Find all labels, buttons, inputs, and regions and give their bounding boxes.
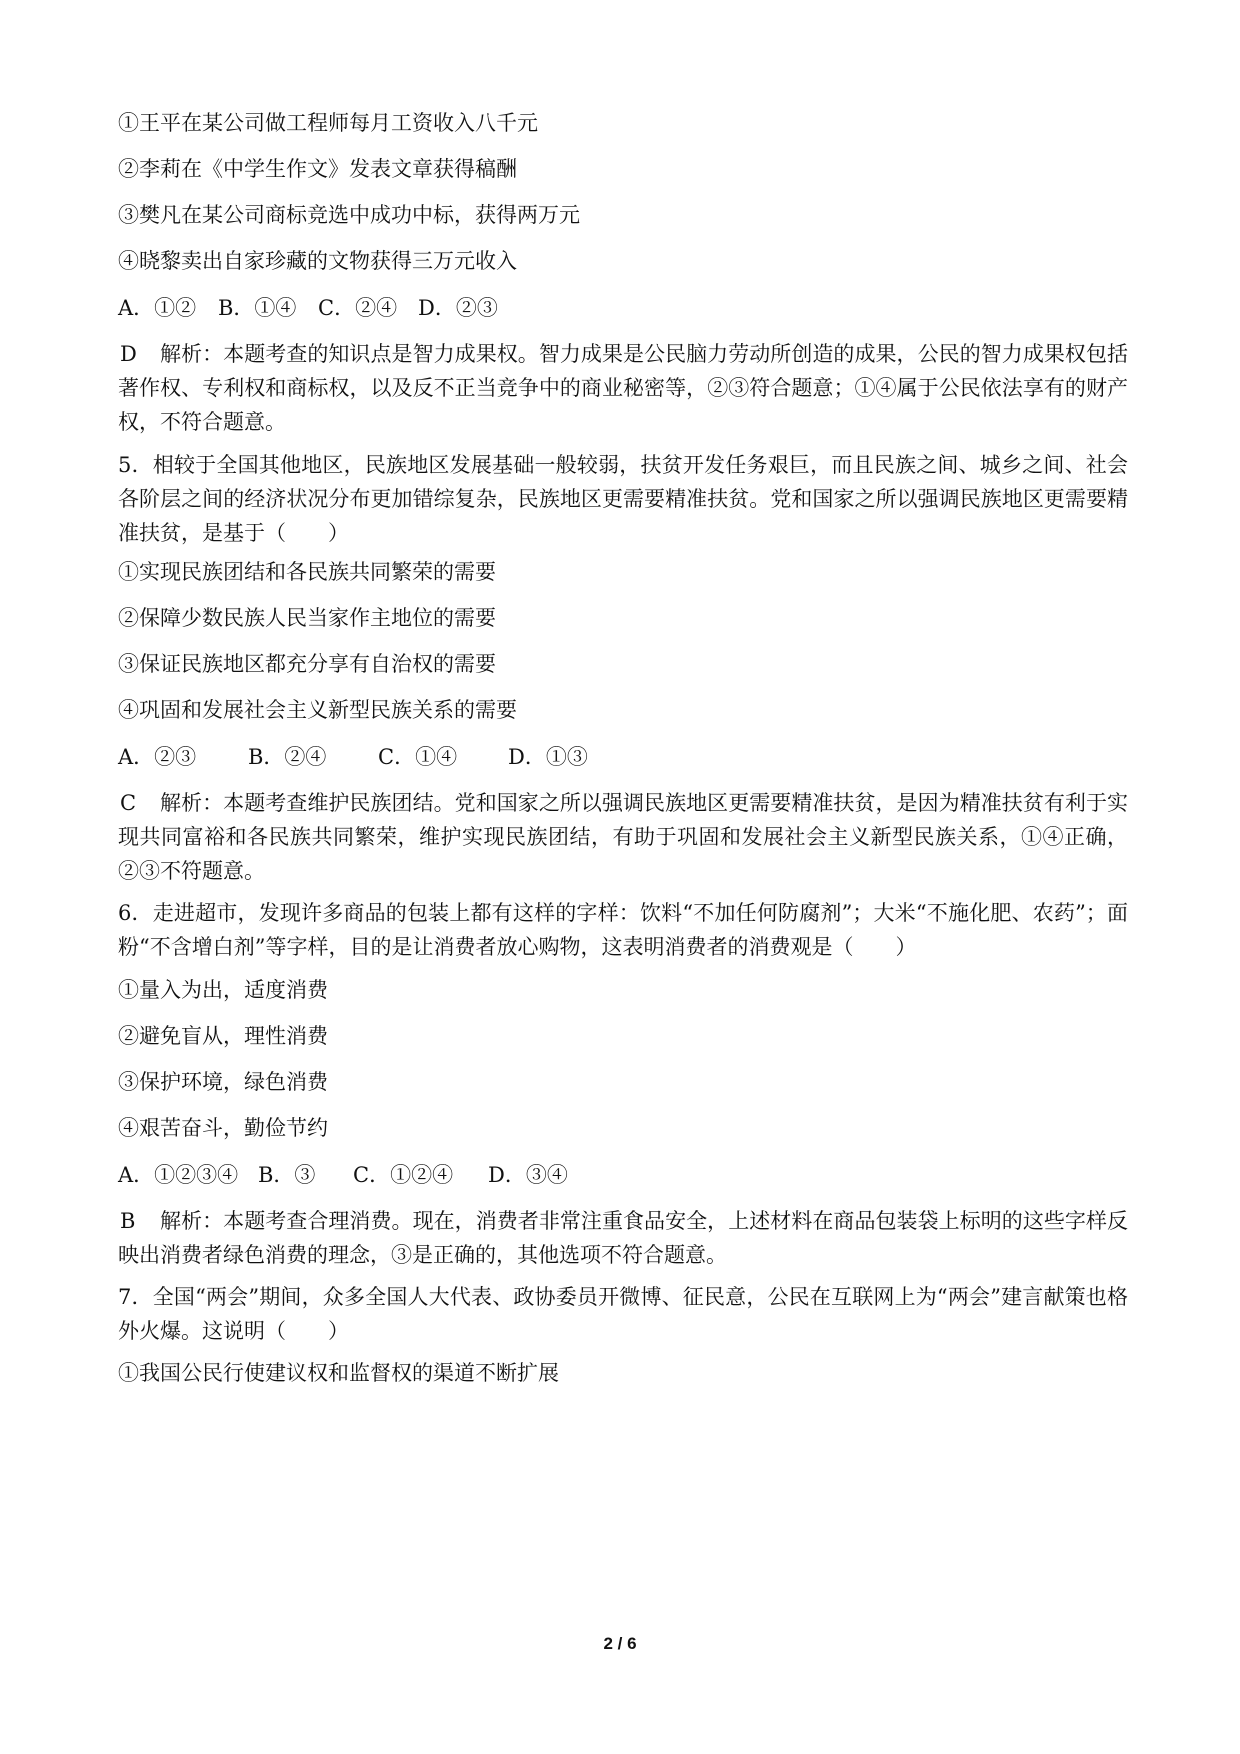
q4-option-1: ①王平在某公司做工程师每月工资收入八千元 — [118, 111, 538, 135]
q5-analysis-text: 解析：本题考查维护民族团结。党和国家之所以强调民族地区更需要精准扶贫，是因为精准扶贫有利于实现共同富裕和各民族共同繁荣，维护实现民族团结，有助于巩固和发展社会主义新型民族关系，①④正确，②③不符题意。 — [118, 791, 1128, 883]
q6-choice-d: D．③④ — [488, 1163, 568, 1187]
q4-analysis — [118, 337, 1128, 439]
q4-option-2: ②李莉在《中学生作文》发表文章获得稿酬 — [118, 157, 517, 181]
page-number: 2 / 6 — [603, 1634, 637, 1653]
q5-option-1: ①实现民族团结和各民族共同繁荣的需要 — [118, 560, 496, 584]
q4-choice-a: A．①② — [118, 296, 197, 320]
q4-option-4: ④晓黎卖出自家珍藏的文物获得三万元收入 — [118, 249, 517, 273]
q6-analysis-text: 解析：本题考查合理消费。现在，消费者非常注重食品安全，上述材料在商品包装袋上标明的这些字样反映出消费者绿色消费的理念，③是正确的，其他选项不符合题意。 — [118, 1209, 1128, 1267]
q5-choices — [118, 740, 1130, 774]
q5-choice-b: B．②④ — [248, 745, 327, 769]
q4-analysis-text: 解析：本题考查的知识点是智力成果权。智力成果是公民脑力劳动所创造的成果，公民的智力成果权包括著作权、专利权和商标权，以及反不正当竞争中的商业秘密等，②③符合题意；①④属于公民依法享有的财产权，不符合题意。 — [118, 342, 1128, 434]
q6-choice-a: A．①②③④ — [118, 1163, 239, 1187]
q4-choice-b: B．①④ — [218, 296, 297, 320]
q6-option-4: ④艰苦奋斗，勤俭节约 — [118, 1116, 328, 1140]
q6-stem: 6．走进超市，发现许多商品的包装上都有这样的字样：饮料“不加任何防腐剂”；大米“不施化肥、农药”；面粉“不含增白剂”等字样，目的是让消费者放心购物，这表明消费者的消费观是（ ） — [118, 901, 1128, 959]
q5-choice-c: C．①④ — [378, 745, 458, 769]
q6-answer: B — [120, 1209, 136, 1233]
q5-stem: 5．相较于全国其他地区，民族地区发展基础一般较弱，扶贫开发任务艰巨，而且民族之间、城乡之间、社会各阶层之间的经济状况分布更加错综复杂，民族地区更需要精准扶贫。党和国家之所以强调民族地区更需要精准扶贫，是基于（ ） — [118, 453, 1128, 545]
q6-choices — [118, 1158, 1130, 1192]
q4-choices — [118, 291, 1130, 325]
q5-answer: C — [120, 791, 137, 815]
q4-choice-d: D．②③ — [418, 296, 498, 320]
q4-answer: D — [120, 342, 137, 366]
q6-option-3: ③保护环境，绿色消费 — [118, 1070, 328, 1094]
q6-option-2: ②避免盲从，理性消费 — [118, 1024, 328, 1048]
q5-analysis — [118, 786, 1128, 888]
q6-choice-c: C．①②④ — [353, 1163, 454, 1187]
q5-option-4: ④巩固和发展社会主义新型民族关系的需要 — [118, 698, 517, 722]
q4-choice-c: C．②④ — [318, 296, 398, 320]
q7-stem: 7．全国“两会”期间，众多全国人大代表、政协委员开微博、征民意，公民在互联网上为“两会”建言献策也格外火爆。这说明（ ） — [118, 1285, 1128, 1343]
q6-analysis — [118, 1204, 1128, 1272]
q7-option-1: ①我国公民行使建议权和监督权的渠道不断扩展 — [118, 1361, 559, 1385]
q6-option-1: ①量入为出，适度消费 — [118, 978, 328, 1002]
q5-choice-d: D．①③ — [508, 745, 588, 769]
q5-option-3: ③保证民族地区都充分享有自治权的需要 — [118, 652, 496, 676]
q5-option-2: ②保障少数民族人民当家作主地位的需要 — [118, 606, 496, 630]
q6-choice-b: B．③ — [258, 1163, 316, 1187]
q5-choice-a: A．②③ — [118, 745, 197, 769]
q4-option-3: ③樊凡在某公司商标竞选中成功中标，获得两万元 — [118, 203, 580, 227]
